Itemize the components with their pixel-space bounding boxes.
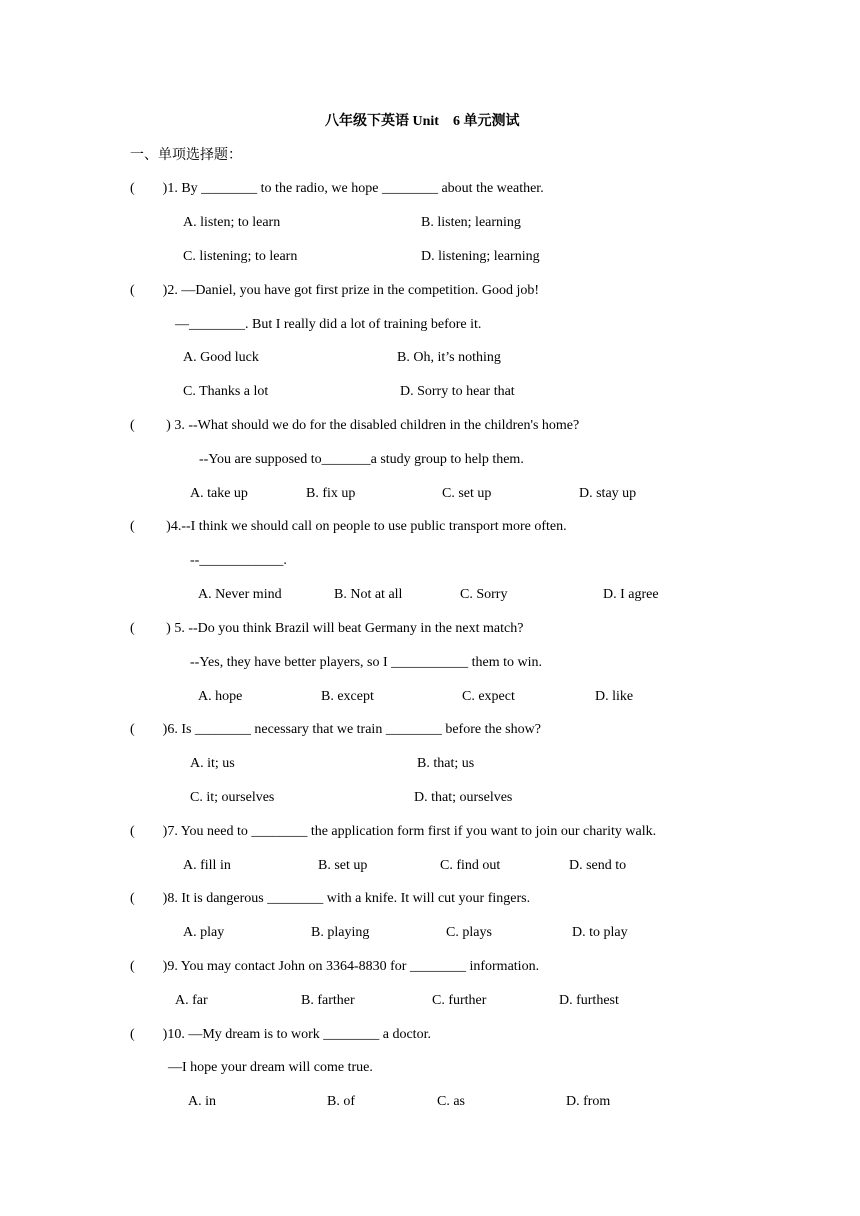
question-3-dialogue: --You are supposed to_______a study group to help them.: [199, 452, 524, 467]
question-9-option-c: C. further: [432, 993, 487, 1008]
question-1-option-d: D. listening; learning: [421, 249, 540, 264]
question-10-option-c: C. as: [437, 1094, 465, 1109]
question-8-option-d: D. to play: [572, 925, 628, 940]
question-1-option-c: C. listening; to learn: [183, 249, 298, 264]
question-4-option-c: C. Sorry: [460, 587, 508, 602]
question-8-option-b: B. playing: [311, 925, 370, 940]
question-10-dialogue: —I hope your dream will come true.: [168, 1060, 373, 1075]
question-7-stem: ( )7. You need to ________ the application form first if you want to join our charity walk.: [130, 824, 657, 839]
question-8-stem: ( )8. It is dangerous ________ with a knife. It will cut your fingers.: [130, 891, 531, 906]
question-9-option-a: A. far: [175, 993, 208, 1008]
question-10-option-a: A. in: [188, 1094, 216, 1109]
question-6-stem: ( )6. Is ________ necessary that we train ________ before the show?: [130, 722, 541, 737]
question-3-stem: ( ) 3. --What should we do for the disabled children in the children's home?: [130, 418, 580, 433]
question-1-stem: ( )1. By ________ to the radio, we hope ________ about the weather.: [130, 181, 544, 196]
question-4-option-a: A. Never mind: [198, 587, 282, 602]
question-5-option-a: A. hope: [198, 689, 243, 704]
question-1-option-b: B. listen; learning: [421, 215, 521, 230]
section-heading: 一、单项选择题：: [130, 148, 242, 163]
question-5-stem: ( ) 5. --Do you think Brazil will beat Germany in the next match?: [130, 621, 524, 636]
question-7-option-d: D. send to: [569, 858, 627, 873]
question-4-option-b: B. Not at all: [334, 587, 403, 602]
question-6-option-a: A. it; us: [190, 756, 235, 771]
question-9-stem: ( )9. You may contact John on 3364-8830 for ________ information.: [130, 959, 540, 974]
question-7-option-a: A. fill in: [183, 858, 231, 873]
question-1-option-a: A. listen; to learn: [183, 215, 281, 230]
question-5-dialogue: --Yes, they have better players, so I ___________ them to win.: [190, 655, 543, 670]
question-10-stem: ( )10. —My dream is to work ________ a doctor.: [130, 1027, 431, 1042]
question-6-option-b: B. that; us: [417, 756, 475, 771]
question-9-option-b: B. farther: [301, 993, 355, 1008]
question-3-option-b: B. fix up: [306, 486, 356, 501]
question-2-stem: ( )2. —Daniel, you have got first prize in the competition. Good job!: [130, 283, 540, 298]
question-9-option-d: D. furthest: [559, 993, 619, 1008]
question-8-option-c: C. plays: [446, 925, 492, 940]
question-8-option-a: A. play: [183, 925, 225, 940]
question-2-option-b: B. Oh, it’s nothing: [397, 350, 501, 365]
question-6-option-d: D. that; ourselves: [414, 790, 513, 805]
question-5-option-d: D. like: [595, 689, 634, 704]
question-3-option-d: D. stay up: [579, 486, 637, 501]
question-4-stem: ( )4.--I think we should call on people to use public transport more often.: [130, 519, 567, 534]
question-2-option-d: D. Sorry to hear that: [400, 384, 515, 399]
question-7-option-c: C. find out: [440, 858, 501, 873]
question-6-option-c: C. it; ourselves: [190, 790, 275, 805]
question-10-option-d: D. from: [566, 1094, 611, 1109]
question-7-option-b: B. set up: [318, 858, 368, 873]
question-3-option-c: C. set up: [442, 486, 492, 501]
question-3-option-a: A. take up: [190, 486, 248, 501]
question-5-option-c: C. expect: [462, 689, 515, 704]
question-4-dialogue: --____________.: [190, 553, 287, 568]
question-4-option-d: D. I agree: [603, 587, 659, 602]
question-2-option-a: A. Good luck: [183, 350, 259, 365]
question-2-dialogue: —________. But I really did a lot of training before it.: [175, 317, 482, 332]
question-2-option-c: C. Thanks a lot: [183, 384, 269, 399]
question-5-option-b: B. except: [321, 689, 374, 704]
page-title: 八年级下英语 Unit 6 单元测试: [325, 114, 520, 129]
question-10-option-b: B. of: [327, 1094, 355, 1109]
